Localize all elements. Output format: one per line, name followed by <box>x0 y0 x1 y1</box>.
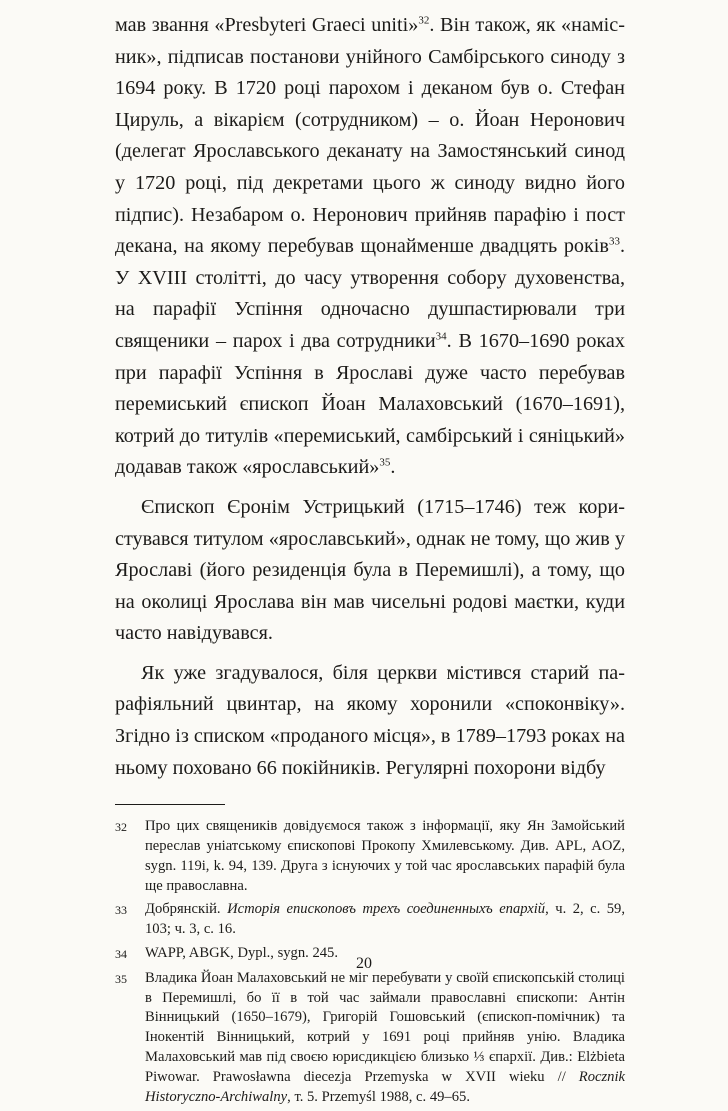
footnote-text: WAPP, ABGK, Dypl., sygn. 245. <box>145 945 338 962</box>
footnote-divider <box>115 804 225 805</box>
footnote <box>115 969 625 1108</box>
footnote-text <box>145 900 625 940</box>
footnote-number: 32 <box>115 820 127 835</box>
footnote-pages: , т. 5. Przemyśl 1988, с. 49–65. <box>287 1088 470 1105</box>
footnote-ref: 35 <box>379 456 391 469</box>
body-text <box>115 10 625 784</box>
footnote-ref: 32 <box>418 14 430 27</box>
footnote <box>115 817 625 896</box>
paragraph-text: . Він також, як «намісник», підписав постанови унійного Самбірського синоду з 1694 року. В 1720 році парохом і деканом був о. Стефан Цируль, а вікарієм (сотрудником) – о. Йоан Неронович (делегат Ярославського деканату на Замостянський синод у 1720 році, під декретами цього ж синоду видно його підпис). Незабаром о. Неронович прийняв парафію і пост декана, на якому перебував щонайменше двадцять років <box>115 14 625 258</box>
footnote-ref: 34 <box>435 330 447 343</box>
footnote-number: 33 <box>115 903 127 918</box>
footnote-author: Добрянскій. <box>145 901 228 918</box>
footnote-title: Исторія епископовъ трехъ соединенныхъ епархій <box>227 901 546 918</box>
footnote <box>115 900 625 940</box>
footnote-number: 34 <box>115 947 127 962</box>
footnote-ref: 33 <box>608 235 620 248</box>
footnote-number: 35 <box>115 971 127 986</box>
paragraph-text: . В 1670–1690 роках при парафії Успіння в Ярославі дуже часто перебував перемиський єпископ Йоан Малаховський (1670–1691), котрий до титулів «перемиський, самбірський і сяніцький» додавав також «ярославський» <box>115 329 625 479</box>
page-content <box>115 10 625 1111</box>
footnote-body: Владика Йоан Малаховський не міг перебувати у своїй єпископській столиці в Перемишлі, бо її в той час займали православні єпископи: Антін Вінницький (1650–1679), Григорій Гошовський (єпископ-помічник) та Інокентій Вінницький, котрий у 1691 році прийняв унію. Владика Малаховський мав під своєю юрисдикцією близько ⅓ єпархії. Див.: Elżbieta Piwowar. Prawosławna diecezja Przemyska w XVII wieku // <box>145 969 625 1085</box>
footnote-text <box>145 969 625 1108</box>
paragraph <box>115 10 625 484</box>
paragraph: Як уже згадувалося, біля церкви містився старий парафіяльний цвинтар, на якому хоронили «споконвіку». Згідно із списком «проданого місця», в 1789–1793 роках на ньому поховано 66 покійників. Регулярні похорони відбу <box>115 661 625 779</box>
paragraph-text: . У XVIII столітті, до часу утворення собору духовенства, на парафії Успіння одночасно душпастирювали три священики – парох і два сотрудники <box>115 235 625 352</box>
footnote-title: Rocznik Historyczno-Archiwalny <box>145 1068 625 1105</box>
paragraph-text: мав звання «Presbyteri Graeci uniti» <box>115 14 419 36</box>
paragraph-text: . <box>390 456 396 479</box>
page-number: 20 <box>356 955 372 972</box>
paragraph: Єпископ Єронім Устрицький (1715–1746) теж користувався титулом «ярославський», однак не тому, що жив у Ярославі (його резиденція була в Перемишлі), а тому, що на околиці Ярослава він мав чисельні родові маєтки, куди часто навідувався. <box>115 495 625 645</box>
footnote-text: Про цих священиків довідуємося також з інформації, яку Ян Замойський переслав уніатському єпископові Прокопу Хмилевському. Див. APL, AOZ, sygn. 119i, k. 94, 139. Друга з існуючих у той час ярославських парафій була ще православна. <box>145 818 625 894</box>
footnote-pages: , ч. 2, с. 59, 103; ч. 3, с. 16. <box>145 901 625 938</box>
